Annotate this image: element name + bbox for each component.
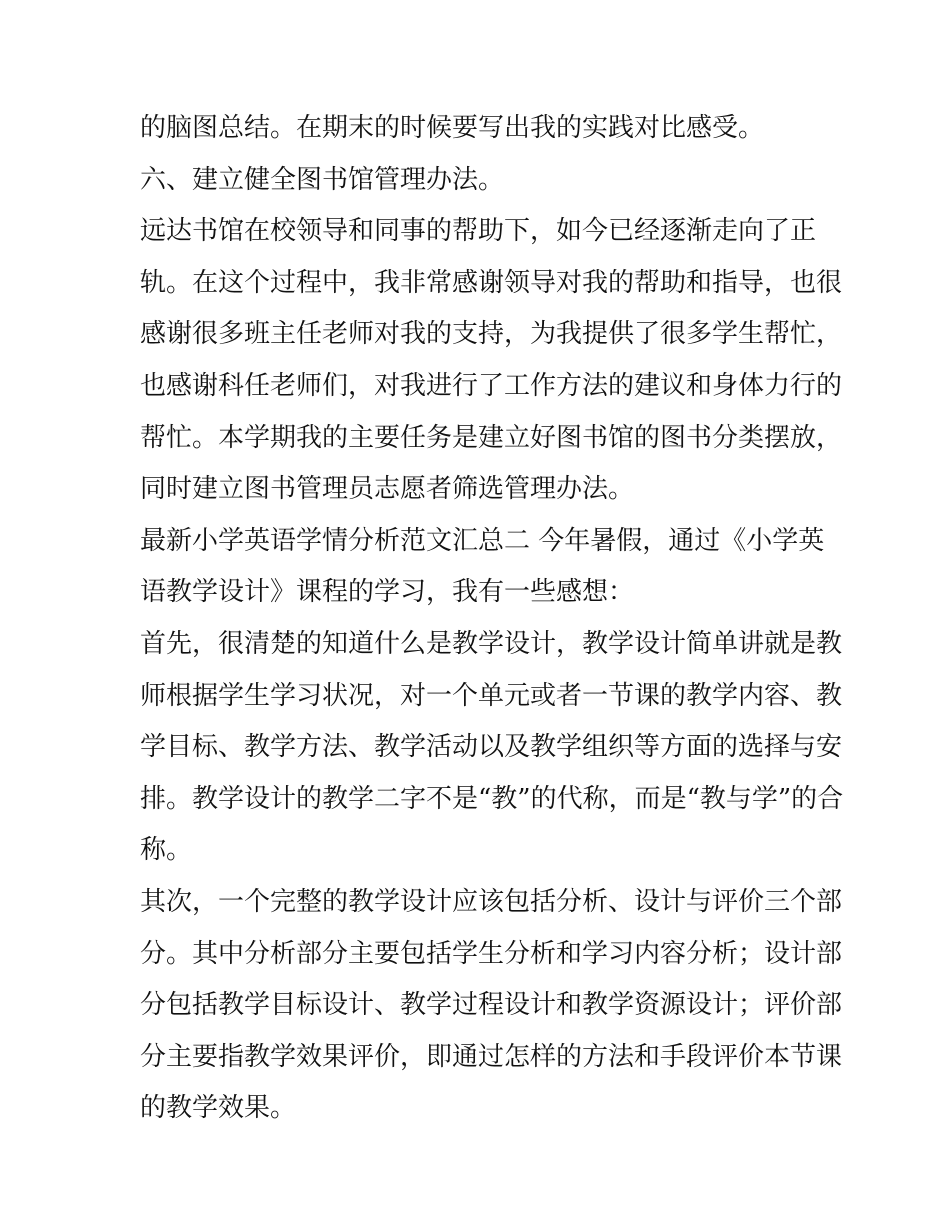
text-line: 也感谢科任老师们，对我进行了工作方法的建议和身体力行的 xyxy=(140,370,843,401)
text-line: 最新小学英语学情分析范文汇总二 今年暑假，通过《小学英 xyxy=(140,525,825,556)
text-line: 远达书馆在校领导和同事的帮助下，如今已经逐渐走向了正 xyxy=(140,216,817,247)
text-line: 称。 xyxy=(140,835,193,866)
text-line: 的教学效果。 xyxy=(140,1093,297,1124)
text-line: 师根据学生学习状况，对一个单元或者一节课的教学内容、教 xyxy=(140,680,843,711)
text-line: 同时建立图书管理员志愿者筛选管理办法。 xyxy=(140,474,635,505)
text-line: 首先，很清楚的知道什么是教学设计，教学设计简单讲就是教 xyxy=(140,628,843,659)
section-heading: 六、建立健全图书馆管理办法。 xyxy=(140,164,505,195)
text-line: 排。教学设计的教学二字不是“教”的代称，而是“教与学”的合 xyxy=(140,783,844,814)
text-line: 分包括教学目标设计、教学过程设计和教学资源设计；评价部 xyxy=(140,990,843,1021)
body-text xyxy=(140,103,844,1135)
text-line: 帮忙。本学期我的主要任务是建立好图书馆的图书分类摆放， xyxy=(140,422,843,453)
text-line: 的脑图总结。在期末的时候要写出我的实践对比感受。 xyxy=(140,113,765,143)
text-line: 语教学设计》课程的学习，我有一些感想： xyxy=(140,577,635,608)
text-line: 轨。在这个过程中，我非常感谢领导对我的帮助和指导，也很 xyxy=(140,267,843,298)
text-line: 其次，一个完整的教学设计应该包括分析、设计与评价三个部 xyxy=(140,886,843,917)
text-line: 学目标、教学方法、教学活动以及教学组织等方面的选择与安 xyxy=(140,732,843,763)
text-line: 分。其中分析部分主要包括学生分析和学习内容分析；设计部 xyxy=(140,938,843,969)
text-line: 感谢很多班主任老师对我的支持，为我提供了很多学生帮忙， xyxy=(140,319,843,350)
text-line: 分主要指教学效果评价，即通过怎样的方法和手段评价本节课 xyxy=(140,1041,843,1072)
